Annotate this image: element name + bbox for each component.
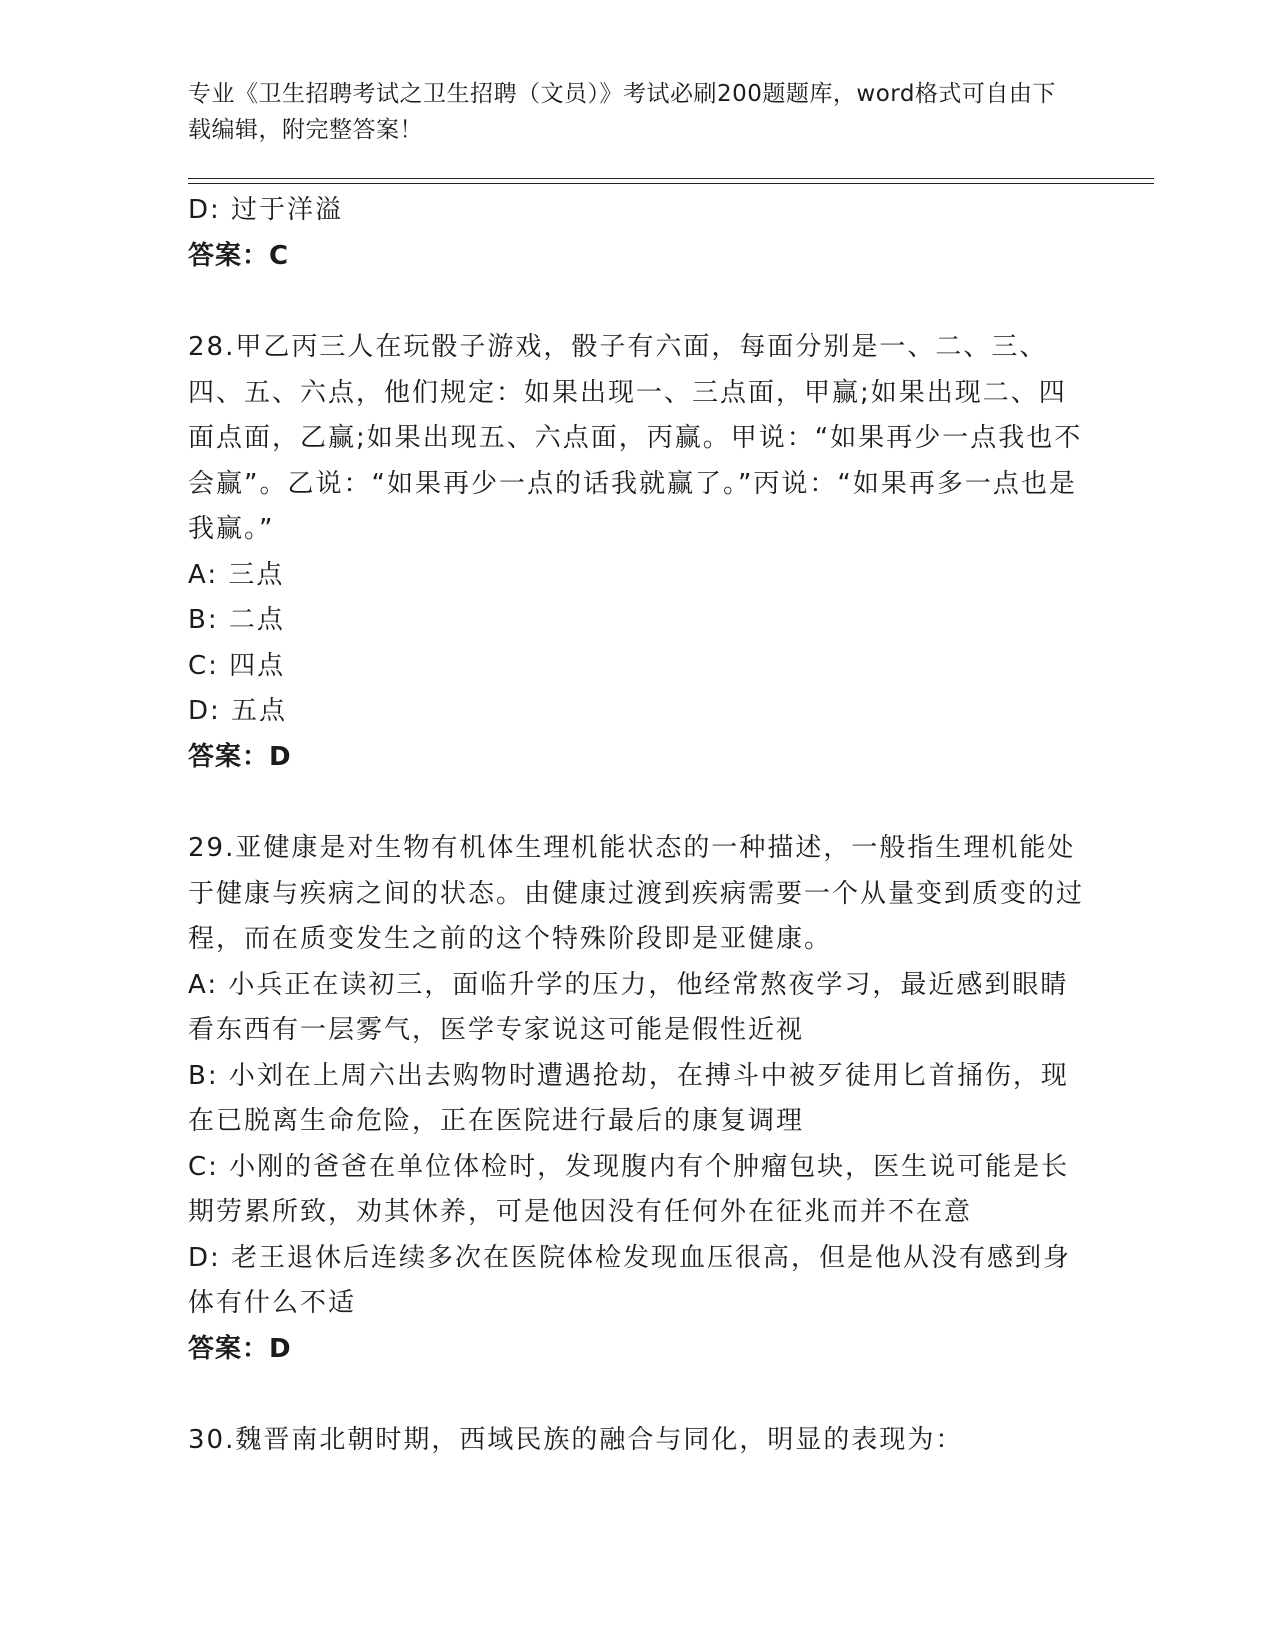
- question-28: [188, 325, 1088, 780]
- prev-option-d: D: 过于洋溢: [188, 195, 344, 225]
- q28-answer: 答案：D: [188, 741, 292, 772]
- q29-answer: 答案：D: [188, 1333, 292, 1364]
- q29-option-b: B: 小刘在上周六出去购物时遭遇抢劫，在搏斗中被歹徒用匕首捅伤，现在已脱离生命危险，正在医院进行最后的康复调理: [188, 1060, 1069, 1136]
- page-header: 专业《卫生招聘考试之卫生招聘（文员）》考试必刷200题题库，word格式可自由下载编辑，附完整答案！: [188, 81, 1056, 143]
- question-30-stem: 30.魏晋南北朝时期，西域民族的融合与同化，明显的表现为：: [188, 1425, 964, 1455]
- q29-option-c: C: 小刚的爸爸在单位体检时，发现腹内有个肿瘤包块，医生说可能是长期劳累所致，劝其休养，可是他因没有任何外在征兆而并不在意: [188, 1151, 1070, 1227]
- question-30: [188, 1418, 1088, 1464]
- q28-option-a: A: 三点: [188, 559, 285, 590]
- q29-option-d: D: 老王退休后连续多次在医院体检发现血压很高，但是他从没有感到身体有什么不适: [188, 1242, 1072, 1318]
- prev-answer: 答案：C: [188, 240, 290, 271]
- question-28-stem: 28.甲乙丙三人在玩骰子游戏，骰子有六面，每面分别是一、二、三、四、五、六点，他们规定：如果出现一、三点面，甲赢;如果出现二、四面点面，乙赢;如果出现五、六点面，丙赢。甲说：“如果再少一点我也不会赢”。乙说：“如果再少一点的话我就赢了。”丙说：“如果再多一点也是我赢。”: [188, 332, 1083, 544]
- q28-option-c: C: 四点: [188, 650, 286, 681]
- question-content: [188, 188, 1088, 1464]
- q28-option-b: B: 二点: [188, 605, 285, 635]
- question-29-stem: 29.亚健康是对生物有机体生理机能状态的一种描述，一般指生理机能处于健康与疾病之间的状态。由健康过渡到疾病需要一个从量变到质变的过程，而在质变发生之前的这个特殊阶段即是亚健康。: [188, 833, 1085, 954]
- q29-option-a: A: 小兵正在读初三，面临升学的压力，他经常熬夜学习，最近感到眼睛看东西有一层雾气，医学专家说这可能是假性近视: [188, 969, 1069, 1045]
- question-29: [188, 826, 1088, 1372]
- q28-option-d: D: 五点: [188, 696, 288, 726]
- header-divider: [188, 178, 1154, 184]
